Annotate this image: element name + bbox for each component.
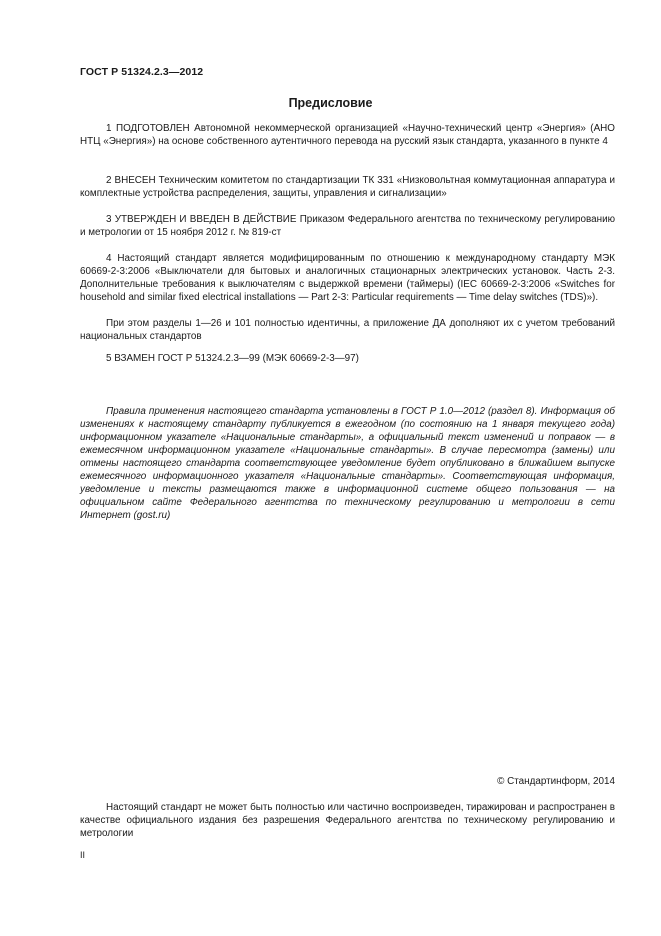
section-5 bbox=[80, 352, 615, 365]
section-3 bbox=[80, 213, 615, 239]
reproduction-notice bbox=[80, 801, 615, 840]
page-number: II bbox=[80, 850, 86, 860]
copyright-notice: © Стандартинформ, 2014 bbox=[497, 776, 615, 787]
section-4-addendum-text: При этом разделы 1—26 и 101 полностью идентичны, а приложение ДА дополняют их с учетом требований национальных стандартов bbox=[80, 318, 615, 342]
section-2 bbox=[80, 174, 615, 200]
section-4 bbox=[80, 252, 615, 304]
section-1-text: 1 ПОДГОТОВЛЕН Автономной некоммерческой организацией «Научно-технический центр «Энергия» (АНО НТЦ «Энергия») на основе собственного аутентичного перевода на русский язык стандарта, указанного в пункте 4 bbox=[80, 123, 615, 147]
section-4-text: 4 Настоящий стандарт является модифицированным по отношению к международному стандарту МЭК 60669-2-3:2006 «Выключатели для бытовых и аналогичных стационарных электрических установок. Часть 2-3. Дополнительные требования к выключателям с выдержкой времени (таймеры) (IEC 60669-2-3:2006 «Switches for household and similar fixed electrical installations — Part 2-3: Particular requirements — Time delay switches (TDS)»). bbox=[80, 253, 615, 303]
section-5-text: 5 ВЗАМЕН ГОСТ Р 51324.2.3—99 (МЭК 60669-2-3—97) bbox=[106, 353, 359, 364]
section-2-text: 2 ВНЕСЕН Техническим комитетом по стандартизации ТК 331 «Низковольтная коммутационная аппаратура и комплектные устройства распределения, защиты, управления и сигнализации» bbox=[80, 175, 615, 199]
section-3-text: 3 УТВЕРЖДЕН И ВВЕДЕН В ДЕЙСТВИЕ Приказом Федерального агентства по техническому регулированию и метрологии от 15 ноября 2012 г. № 819-ст bbox=[80, 214, 615, 238]
section-4-addendum bbox=[80, 317, 615, 343]
page-title: Предисловие bbox=[288, 96, 373, 110]
section-1 bbox=[80, 122, 615, 148]
standard-code: ГОСТ Р 51324.2.3—2012 bbox=[80, 66, 204, 78]
reproduction-notice-text: Настоящий стандарт не может быть полностью или частично воспроизведен, тиражирован и распространен в качестве официального издания без разрешения Федерального агентства по техническому регулированию и метрологии bbox=[80, 802, 615, 839]
application-notice-text: Правила применения настоящего стандарта установлены в ГОСТ Р 1.0—2012 (раздел 8). Информация об изменениях к настоящему стандарту публикуется в ежегодном (по состоянию на 1 января текущего года) информационном указателе «Национальные стандарты», а официальный текст изменений и поправок — в ежемесячном информационном указателе «Национальные стандарты». В случае пересмотра (замены) или отмены настоящего стандарта соответствующее уведомление будет опубликовано в ближайшем выпуске ежемесячного информационного указателя «Национальные стандарты». Соответствующая информация, уведомление и тексты размещаются также в информационной системе общего пользования — на официальном сайте Федерального агентства по техническому регулированию и метрологии в сети Интернет (gost.ru) bbox=[80, 406, 615, 521]
application-notice bbox=[80, 405, 615, 522]
